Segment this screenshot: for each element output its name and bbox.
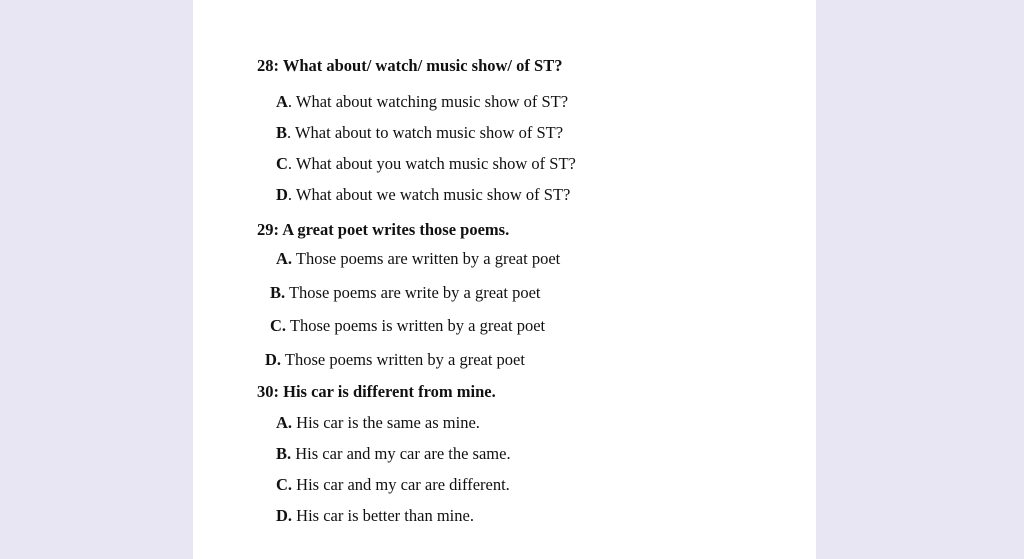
option-letter: A.: [276, 413, 293, 432]
question-28-option-d[interactable]: [276, 185, 570, 205]
option-text: . What about we watch music show of ST?: [287, 185, 571, 204]
option-letter: B.: [270, 283, 286, 302]
question-28-option-a[interactable]: [276, 92, 568, 112]
question-30-option-c[interactable]: [276, 475, 510, 495]
question-29-option-c[interactable]: [270, 316, 545, 336]
question-28-option-b[interactable]: [276, 123, 563, 143]
option-text: . What about to watch music show of ST?: [287, 123, 564, 142]
option-text: His car is better than mine.: [292, 506, 474, 525]
option-letter: C.: [276, 475, 293, 494]
question-30-option-d[interactable]: [276, 506, 474, 526]
document-page: [193, 0, 816, 559]
option-text: His car is the same as mine.: [292, 413, 480, 432]
option-letter: A: [276, 92, 288, 111]
option-text: . What about you watch music show of ST?: [287, 154, 576, 173]
option-text: His car and my car are the same.: [291, 444, 511, 463]
question-29-option-a[interactable]: [276, 249, 560, 269]
option-letter: C.: [270, 316, 287, 335]
question-28-prompt: 28: What about/ watch/ music show/ of ST?: [257, 56, 563, 75]
question-29-option-d[interactable]: [265, 350, 525, 370]
question-28-option-c[interactable]: [276, 154, 576, 174]
option-letter: B.: [276, 444, 292, 463]
option-text: Those poems are written by a great poet: [292, 249, 561, 268]
question-29-option-b[interactable]: [270, 283, 541, 303]
question-30-prompt: 30: His car is different from mine.: [257, 382, 496, 401]
option-text: His car and my car are different.: [292, 475, 510, 494]
option-letter: B: [276, 123, 288, 142]
option-text: . What about watching music show of ST?: [287, 92, 569, 111]
question-29-prompt: 29: A great poet writes those poems.: [257, 220, 510, 239]
option-text: Those poems are write by a great poet: [285, 283, 541, 302]
option-letter: A.: [276, 249, 293, 268]
option-letter: D.: [265, 350, 282, 369]
option-text: Those poems written by a great poet: [281, 350, 525, 369]
option-letter: D: [276, 185, 288, 204]
option-text: Those poems is written by a great poet: [286, 316, 546, 335]
question-30-option-b[interactable]: [276, 444, 511, 464]
option-letter: D.: [276, 506, 293, 525]
question-30-option-a[interactable]: [276, 413, 480, 433]
option-letter: C: [276, 154, 288, 173]
